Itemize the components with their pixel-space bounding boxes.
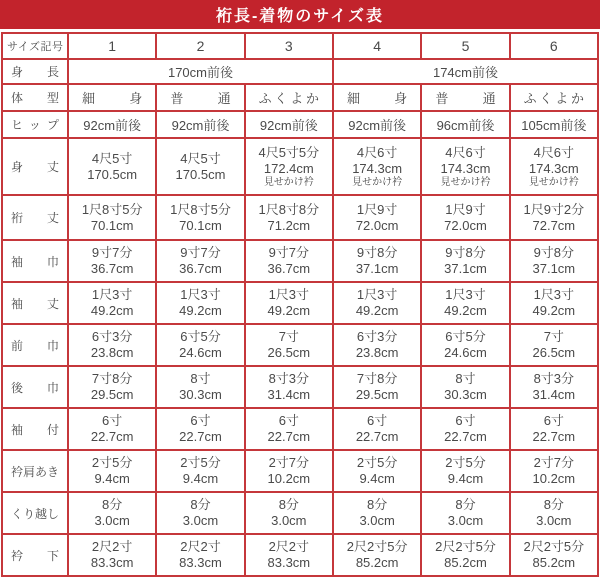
- size-cell: [510, 366, 598, 408]
- size-cell: [333, 324, 421, 366]
- size-cell: [156, 450, 244, 492]
- size-cell: [510, 492, 598, 534]
- value-sun: 9寸7分: [91, 245, 133, 260]
- size-cell: [245, 195, 333, 240]
- row-label: 衿下: [2, 534, 68, 576]
- value-sun: 9寸8分: [356, 245, 398, 260]
- value-cm: 36.7cm: [267, 261, 311, 276]
- row-label: 裄丈: [2, 195, 68, 240]
- page-title: 裄長-着物のサイズ表: [215, 8, 385, 25]
- value-sun: 8分: [367, 497, 388, 512]
- value-cm: 23.8cm: [355, 345, 399, 360]
- value-cm: 83.3cm: [179, 555, 222, 570]
- hip-cell: 92cm前後: [333, 111, 421, 138]
- value-sun: 4尺5寸5分: [258, 145, 320, 160]
- size-cell: [68, 450, 156, 492]
- title-bar: [0, 0, 600, 29]
- row-label-height: 身長: [2, 59, 68, 84]
- size-cell: [156, 282, 244, 324]
- size-cell: [510, 240, 598, 282]
- size-cell: [333, 534, 421, 576]
- body-type-cell: 細身: [333, 84, 421, 111]
- height-row: [2, 59, 598, 84]
- body-type-cell: ふくよか: [245, 84, 333, 111]
- value-cm: 70.1cm: [179, 217, 222, 233]
- size-cell: [156, 138, 244, 195]
- value-sun: 1尺3寸: [180, 287, 221, 302]
- size-col-2: 2: [156, 33, 244, 59]
- row-label: 袖丈: [2, 282, 68, 324]
- value-note: 見せかけ衿: [528, 177, 579, 188]
- size-cell: [245, 408, 333, 450]
- size-col-3: 3: [245, 33, 333, 59]
- height-group-1: 170cm前後: [68, 59, 333, 84]
- row-label-body-type: 体型: [2, 84, 68, 111]
- value-note: 見せかけ衿: [440, 177, 491, 188]
- size-cell: [333, 408, 421, 450]
- table-row-mitake: [2, 138, 598, 195]
- height-group-2: 174cm前後: [333, 59, 598, 84]
- value-note: 見せかけ衿: [263, 177, 314, 188]
- value-cm: 9.4cm: [94, 471, 130, 486]
- kimono-size-table: [1, 32, 599, 577]
- value-sun: 6寸: [455, 413, 476, 428]
- body-type-cell: 普通: [156, 84, 244, 111]
- row-label: くり越し: [2, 492, 68, 534]
- value-sun: 1尺3寸: [356, 287, 398, 302]
- value-cm: 174.3cm: [440, 161, 491, 176]
- size-cell: [510, 195, 598, 240]
- row-label: 後巾: [2, 366, 68, 408]
- size-cell: [333, 138, 421, 195]
- value-cm: 49.2cm: [355, 303, 399, 318]
- size-cell: [421, 282, 509, 324]
- value-cm: 49.2cm: [532, 303, 576, 318]
- body-type-cell: ふくよか: [510, 84, 598, 111]
- size-cell: [510, 138, 598, 195]
- table-row-yukitake: [2, 195, 598, 240]
- value-cm: 83.3cm: [267, 555, 311, 570]
- value-sun: 7寸: [543, 329, 564, 344]
- value-sun: 8寸3分: [533, 371, 575, 386]
- size-cell: [68, 408, 156, 450]
- size-cell: [510, 282, 598, 324]
- hip-cell: 92cm前後: [156, 111, 244, 138]
- size-cell: [510, 324, 598, 366]
- value-sun: 6寸: [190, 413, 211, 428]
- table-row-maehaba: [2, 324, 598, 366]
- value-sun: 6寸3分: [356, 329, 398, 344]
- size-cell: [421, 408, 509, 450]
- value-sun: 4尺6寸: [356, 145, 398, 160]
- size-cell: [68, 492, 156, 534]
- table-row-sodehaba: [2, 240, 598, 282]
- row-label-hip: ヒップ: [2, 111, 68, 138]
- value-cm: 36.7cm: [90, 261, 134, 276]
- size-cell: [245, 450, 333, 492]
- value-sun: 1尺3寸: [533, 287, 575, 302]
- value-sun: 4尺5寸: [91, 150, 133, 166]
- size-cell: [421, 324, 509, 366]
- value-cm: 174.3cm: [352, 161, 403, 176]
- value-sun: 8寸: [190, 371, 211, 386]
- value-cm: 31.4cm: [532, 387, 576, 402]
- value-sun: 1尺9寸: [445, 201, 486, 217]
- size-cell: [421, 492, 509, 534]
- value-sun: 8寸3分: [268, 371, 310, 386]
- value-sun: 7寸: [278, 329, 299, 344]
- size-col-1: 1: [68, 33, 156, 59]
- size-col-6: 6: [510, 33, 598, 59]
- value-sun: 1尺3寸: [268, 287, 310, 302]
- value-cm: 72.7cm: [532, 217, 576, 233]
- table-row-erikataaki: [2, 450, 598, 492]
- value-cm: 24.6cm: [179, 345, 222, 360]
- size-cell: [68, 366, 156, 408]
- value-sun: 4尺5寸: [180, 150, 221, 166]
- value-cm: 37.1cm: [355, 261, 399, 276]
- size-cell: [510, 408, 598, 450]
- size-col-5: 5: [421, 33, 509, 59]
- hip-row: [2, 111, 598, 138]
- size-cell: [421, 366, 509, 408]
- size-cell: [156, 195, 244, 240]
- value-sun: 8分: [190, 497, 211, 512]
- size-cell: [421, 534, 509, 576]
- value-sun: 6寸: [543, 413, 564, 428]
- size-cell: [421, 450, 509, 492]
- value-sun: 8分: [543, 497, 564, 512]
- value-cm: 30.3cm: [179, 387, 222, 402]
- size-cell: [333, 492, 421, 534]
- value-cm: 3.0cm: [94, 513, 130, 528]
- value-sun: 1尺3寸: [445, 287, 486, 302]
- size-cell: [156, 534, 244, 576]
- value-sun: 2寸7分: [533, 455, 575, 470]
- table-row-kurikoshi: [2, 492, 598, 534]
- value-cm: 24.6cm: [444, 345, 487, 360]
- value-sun: 1尺8寸8分: [258, 201, 320, 217]
- row-label: 前巾: [2, 324, 68, 366]
- value-sun: 8分: [278, 497, 299, 512]
- size-col-4: 4: [333, 33, 421, 59]
- value-sun: 1尺3寸: [91, 287, 133, 302]
- hip-cell: 92cm前後: [245, 111, 333, 138]
- value-sun: 2寸7分: [268, 455, 310, 470]
- value-cm: 22.7cm: [90, 429, 134, 444]
- size-cell: [245, 282, 333, 324]
- value-cm: 49.2cm: [267, 303, 311, 318]
- value-cm: 172.4cm: [263, 161, 314, 176]
- size-cell: [156, 324, 244, 366]
- value-cm: 72.0cm: [444, 217, 487, 233]
- row-label: 身丈: [2, 138, 68, 195]
- value-sun: 2尺2寸: [180, 539, 221, 554]
- value-cm: 30.3cm: [444, 387, 487, 402]
- value-cm: 22.7cm: [355, 429, 399, 444]
- value-sun: 2寸5分: [356, 455, 398, 470]
- value-cm: 70.1cm: [90, 217, 134, 233]
- size-cell: [421, 240, 509, 282]
- row-label: 袖巾: [2, 240, 68, 282]
- size-cell: [156, 408, 244, 450]
- value-sun: 1尺9寸: [356, 201, 398, 217]
- table-row-sodetsuke: [2, 408, 598, 450]
- hip-cell: 105cm前後: [510, 111, 598, 138]
- size-cell: [156, 240, 244, 282]
- value-cm: 29.5cm: [90, 387, 134, 402]
- value-sun: 9寸7分: [180, 245, 221, 260]
- value-sun: 6寸: [102, 413, 123, 428]
- value-cm: 3.0cm: [359, 513, 395, 528]
- size-cell: [68, 324, 156, 366]
- value-sun: 1尺8寸5分: [170, 201, 231, 217]
- value-sun: 2寸5分: [445, 455, 486, 470]
- size-cell: [245, 534, 333, 576]
- size-cell: [510, 534, 598, 576]
- body-type-cell: 細身: [68, 84, 156, 111]
- size-cell: [333, 195, 421, 240]
- value-cm: 23.8cm: [90, 345, 134, 360]
- size-cell: [68, 534, 156, 576]
- body-type-row: [2, 84, 598, 111]
- size-cell: [333, 366, 421, 408]
- size-cell: [245, 324, 333, 366]
- value-sun: 2尺2寸5分: [523, 539, 585, 554]
- header-row: [2, 33, 598, 59]
- size-cell: [510, 450, 598, 492]
- row-label: 袖付: [2, 408, 68, 450]
- value-cm: 174.3cm: [528, 161, 579, 176]
- value-sun: 1尺9寸2分: [523, 201, 585, 217]
- value-sun: 7寸8分: [91, 371, 133, 386]
- value-cm: 170.5cm: [175, 166, 226, 182]
- value-cm: 3.0cm: [182, 513, 219, 528]
- size-cell: [245, 492, 333, 534]
- size-cell: [245, 138, 333, 195]
- value-sun: 2尺2寸5分: [435, 539, 496, 554]
- size-cell: [68, 282, 156, 324]
- value-sun: 2寸5分: [180, 455, 221, 470]
- value-cm: 22.7cm: [179, 429, 222, 444]
- value-cm: 22.7cm: [532, 429, 576, 444]
- size-cell: [333, 450, 421, 492]
- table-wrapper: [0, 29, 600, 577]
- value-cm: 26.5cm: [532, 345, 576, 360]
- size-cell: [68, 138, 156, 195]
- value-sun: 2寸5分: [91, 455, 133, 470]
- value-sun: 1尺8寸5分: [81, 201, 143, 217]
- value-cm: 3.0cm: [447, 513, 484, 528]
- value-cm: 10.2cm: [267, 471, 311, 486]
- value-cm: 9.4cm: [182, 471, 219, 486]
- value-sun: 7寸8分: [356, 371, 398, 386]
- hip-cell: 96cm前後: [421, 111, 509, 138]
- value-sun: 6寸3分: [91, 329, 133, 344]
- size-cell: [421, 195, 509, 240]
- value-cm: 85.2cm: [355, 555, 399, 570]
- value-sun: 8分: [102, 497, 123, 512]
- value-note: 見せかけ衿: [352, 177, 403, 188]
- value-cm: 31.4cm: [267, 387, 311, 402]
- value-cm: 170.5cm: [87, 166, 138, 182]
- value-cm: 37.1cm: [532, 261, 576, 276]
- value-cm: 10.2cm: [532, 471, 576, 486]
- value-sun: 9寸8分: [533, 245, 575, 260]
- value-cm: 71.2cm: [267, 217, 311, 233]
- table-row-sodetake: [2, 282, 598, 324]
- value-cm: 83.3cm: [90, 555, 134, 570]
- body-type-cell: 普通: [421, 84, 509, 111]
- value-sun: 2尺2寸5分: [346, 539, 408, 554]
- value-sun: 9寸8分: [445, 245, 486, 260]
- row-label-size-code: サイズ記号: [2, 33, 68, 59]
- value-cm: 9.4cm: [447, 471, 484, 486]
- size-cell: [421, 138, 509, 195]
- value-cm: 9.4cm: [359, 471, 395, 486]
- value-cm: 37.1cm: [444, 261, 487, 276]
- value-sun: 4尺6寸: [445, 145, 486, 160]
- value-cm: 49.2cm: [90, 303, 134, 318]
- value-cm: 72.0cm: [355, 217, 399, 233]
- value-cm: 36.7cm: [179, 261, 222, 276]
- value-cm: 49.2cm: [179, 303, 222, 318]
- size-cell: [333, 240, 421, 282]
- hip-cell: 92cm前後: [68, 111, 156, 138]
- value-cm: 49.2cm: [444, 303, 487, 318]
- value-cm: 3.0cm: [536, 513, 572, 528]
- value-sun: 6寸: [367, 413, 388, 428]
- value-sun: 2尺2寸: [91, 539, 133, 554]
- size-cell: [156, 492, 244, 534]
- value-sun: 9寸7分: [268, 245, 310, 260]
- value-cm: 22.7cm: [267, 429, 311, 444]
- size-cell: [68, 240, 156, 282]
- value-cm: 26.5cm: [267, 345, 311, 360]
- value-cm: 85.2cm: [444, 555, 487, 570]
- table-row-ushirohaba: [2, 366, 598, 408]
- size-cell: [68, 195, 156, 240]
- row-label: 衿肩あき: [2, 450, 68, 492]
- size-cell: [333, 282, 421, 324]
- value-sun: 4尺6寸: [533, 145, 575, 160]
- table-row-erishita: [2, 534, 598, 576]
- value-cm: 3.0cm: [271, 513, 307, 528]
- value-cm: 22.7cm: [444, 429, 487, 444]
- value-sun: 8寸: [455, 371, 476, 386]
- value-sun: 6寸: [278, 413, 299, 428]
- value-cm: 29.5cm: [355, 387, 399, 402]
- size-cell: [245, 240, 333, 282]
- value-sun: 6寸5分: [180, 329, 221, 344]
- value-cm: 85.2cm: [532, 555, 576, 570]
- size-cell: [245, 366, 333, 408]
- size-cell: [156, 366, 244, 408]
- value-sun: 2尺2寸: [268, 539, 310, 554]
- value-sun: 8分: [455, 497, 476, 512]
- value-sun: 6寸5分: [445, 329, 486, 344]
